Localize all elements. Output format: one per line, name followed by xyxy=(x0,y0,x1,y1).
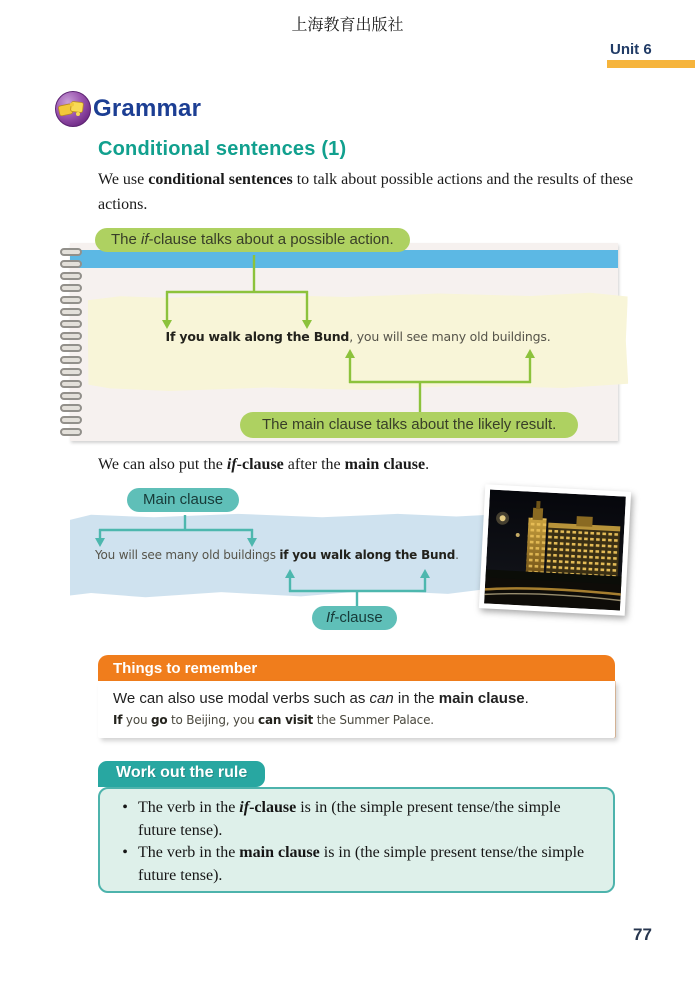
if-clause-text: If you walk along the Bund xyxy=(165,329,350,344)
if-clause-label: If-clause xyxy=(312,606,397,630)
grammar-puzzle-icon xyxy=(54,90,92,128)
reorder-note-paragraph: We can also put the if-clause after the main clause. xyxy=(98,456,430,473)
main-clause-text: You will see many old buildings xyxy=(95,548,280,562)
if-clause-text: if you walk along the Bund xyxy=(279,548,456,562)
publisher-header: 上海教育出版社 xyxy=(291,15,404,34)
remember-example-line: If you go to Beijing, you can visit the Summer Palace. xyxy=(113,713,434,727)
remember-rule-line: We can also use modal verbs such as can in the main clause. xyxy=(113,690,529,707)
remember-box-title: Things to remember xyxy=(98,655,615,681)
work-out-the-rule-box xyxy=(98,787,615,893)
remember-box-body xyxy=(98,681,615,738)
work-out-the-rule-tab: Work out the rule xyxy=(98,761,265,787)
intro-paragraph xyxy=(98,168,643,218)
unit-accent-bar xyxy=(607,60,695,68)
example-sentence-1 xyxy=(88,329,628,344)
main-clause-text: , you will see many old buildings. xyxy=(349,329,551,344)
reversed-order-diagram xyxy=(0,488,695,640)
notebook-diagram xyxy=(0,228,695,445)
page-number: 77 xyxy=(633,925,652,944)
things-to-remember-box xyxy=(98,655,615,738)
if-clause-callout: The if-clause talks about a possible action. xyxy=(95,228,410,252)
rule-bullet-1: • The verb in the if-clause is in (the simple present tense/the simple future tense). xyxy=(112,797,597,842)
main-clause-callout: The main clause talks about the likely result. xyxy=(240,412,578,438)
section-title: Grammar xyxy=(93,95,202,122)
unit-tab-label: Unit 6 xyxy=(610,41,652,58)
example-sentence-2: You will see many old buildings if you walk along the Bund. xyxy=(95,548,459,562)
rule-bullet-2: • The verb in the main clause is in (the simple present tense/the simple future tense). xyxy=(112,842,597,887)
intro-bold-term: conditional sentences xyxy=(148,171,293,188)
main-clause-label: Main clause xyxy=(127,488,239,512)
grammar-section-header xyxy=(54,90,201,128)
topic-heading: Conditional sentences (1) xyxy=(98,138,347,160)
intro-text: We use xyxy=(98,171,149,188)
bullet-marker: • xyxy=(122,799,128,816)
intro-text-cont: to talk about possible actions and the results of these actions. xyxy=(98,171,634,213)
bullet-marker: • xyxy=(122,844,128,862)
